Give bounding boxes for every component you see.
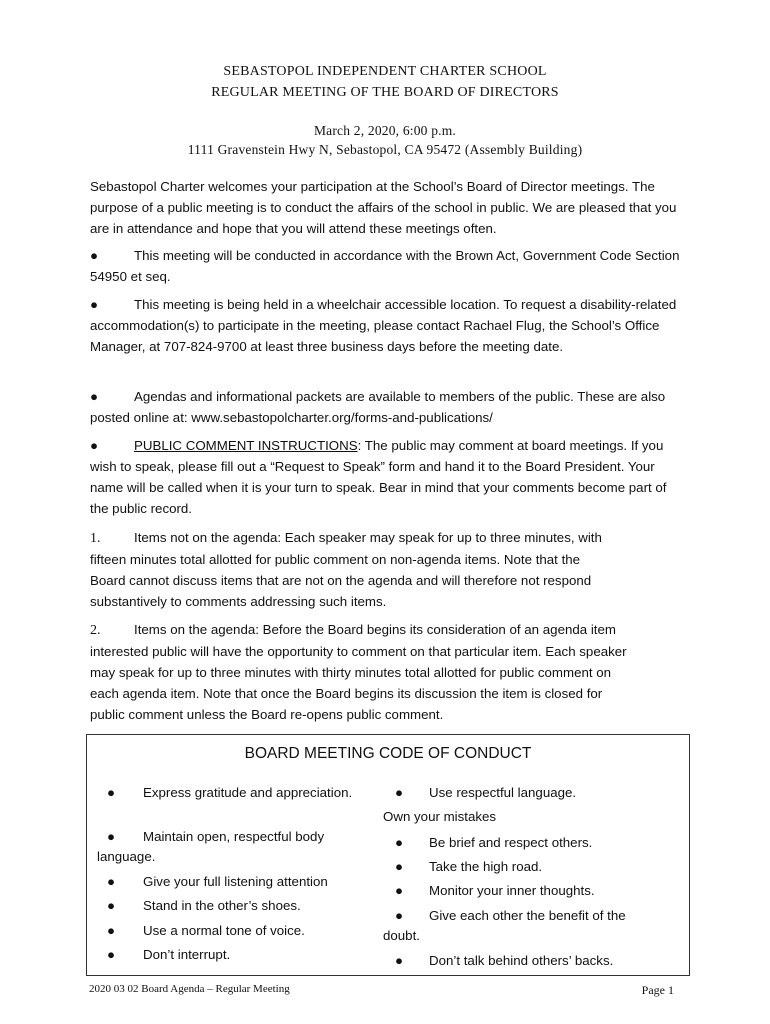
- conduct-text: Give each other the benefit of the doubt.: [383, 908, 626, 943]
- meeting-date: March 2, 2020, 6:00 p.m.: [313, 123, 457, 138]
- bullet-icon: ●: [395, 953, 404, 968]
- code-of-conduct-title: BOARD MEETING CODE OF CONDUCT: [244, 745, 532, 762]
- bullet-icon: ●: [90, 297, 99, 312]
- conduct-text: Be brief and respect others.: [429, 835, 593, 850]
- conduct-text: Use respectful language.: [429, 785, 577, 800]
- code-of-conduct-box: [86, 734, 690, 976]
- conduct-plain-item: Own your mistakes: [383, 809, 497, 824]
- conduct-left-column: [97, 783, 377, 973]
- conduct-item: [383, 857, 663, 877]
- conduct-text: Monitor your inner thoughts.: [429, 883, 595, 898]
- bullet-text: : The public may comment at board meetings. If you wish to speak, please fill out a “Request to Speak” form and hand it to the Board President. Your name will be called when it is your turn to speak. Bear in mind that your comments become part of the public record.: [90, 438, 667, 516]
- item-number: 2.: [90, 623, 101, 638]
- bullet-icon: ●: [107, 785, 116, 800]
- bullet-text: This meeting is being held in a wheelchair accessible location. To request a disability-related accommodation(s) to participate in the meeting, please contact Rachael Flug, the School’s Office Manager, at 707-824-9700 at least three business days before the meeting date.: [90, 297, 677, 354]
- conduct-text: Express gratitude and appreciation.: [143, 785, 353, 800]
- conduct-text: Don’t talk behind others’ backs.: [429, 953, 614, 968]
- conduct-item: [383, 906, 633, 946]
- bullet-brown-act: [90, 245, 680, 287]
- bullet-icon: ●: [395, 908, 404, 923]
- bullet-icon: ●: [107, 898, 116, 913]
- numbered-item-1: [90, 527, 610, 612]
- conduct-text: Use a normal tone of voice.: [143, 923, 305, 938]
- conduct-text: Stand in the other’s shoes.: [143, 898, 301, 913]
- bullet-icon: ●: [107, 874, 116, 889]
- conduct-item: [97, 945, 377, 965]
- conduct-item: [97, 921, 377, 941]
- bullet-agendas: [90, 386, 680, 428]
- bullet-icon: ●: [90, 438, 99, 453]
- bullet-icon: ●: [107, 923, 116, 938]
- bullet-icon: ●: [395, 785, 404, 800]
- intro-paragraph: Sebastopol Charter welcomes your participation at the School’s Board of Director meetings. The purpose of a public meeting is to conduct the affairs of the school in public. We are pleased that you are in attendance and hope that you will attend these meetings often.: [90, 179, 677, 236]
- conduct-item: [97, 783, 377, 803]
- bullet-public-comment: [90, 435, 680, 519]
- conduct-right-column: [383, 783, 673, 973]
- conduct-item: [383, 783, 633, 803]
- footer-document-title: 2020 03 02 Board Agenda – Regular Meeting: [89, 983, 290, 995]
- bullet-text: Agendas and informational packets are available to members of the public. These are also posted online at: www.sebastopolcharter.org/forms-and-publications/: [90, 389, 666, 425]
- conduct-text: Maintain open, respectful body language.: [97, 829, 325, 864]
- item-text: Items not on the agenda: Each speaker may speak for up to three minutes, with fifteen minutes total allotted for public comment on non-agenda items. Note that the Board cannot discuss items that are not on the agenda and will therefore not respond substantively to comments addressing such items.: [90, 530, 602, 609]
- conduct-item: [97, 896, 377, 916]
- item-text: Items on the agenda: Before the Board begins its consideration of an agenda item interested public will have the opportunity to comment on that particular item. Each speaker may speak for up to three minutes with thirty minutes total allotted for public comment on each agenda item. Note that once the Board begins its discussion the item is closed for public comment unless the Board re-opens public comment.: [90, 622, 627, 722]
- bullet-accessibility: [90, 294, 680, 357]
- meeting-title: REGULAR MEETING OF THE BOARD OF DIRECTORS: [211, 85, 559, 100]
- bullet-icon: ●: [107, 829, 116, 844]
- conduct-item: [383, 881, 663, 901]
- bullet-icon: ●: [395, 835, 404, 850]
- school-name: SEBASTOPOL INDEPENDENT CHARTER SCHOOL: [223, 64, 547, 79]
- meeting-address: 1111 Gravenstein Hwy N, Sebastopol, CA 95472 (Assembly Building): [187, 142, 583, 157]
- bullet-icon: ●: [395, 883, 404, 898]
- conduct-text: Take the high road.: [429, 859, 543, 874]
- public-comment-heading: PUBLIC COMMENT INSTRUCTIONS: [134, 438, 358, 453]
- conduct-item: [97, 827, 377, 867]
- bullet-icon: ●: [395, 859, 404, 874]
- numbered-item-2: [90, 619, 630, 725]
- conduct-item: [383, 951, 663, 971]
- conduct-item: [383, 833, 663, 853]
- bullet-icon: ●: [107, 947, 116, 962]
- bullet-text: This meeting will be conducted in accordance with the Brown Act, Government Code Section 54950 et seq.: [90, 248, 680, 284]
- footer-page-number: Page 1: [641, 983, 674, 997]
- bullet-icon: ●: [90, 389, 99, 404]
- item-number: 1.: [90, 531, 101, 546]
- bullet-icon: ●: [90, 248, 99, 263]
- conduct-text: Give your full listening attention: [143, 874, 328, 889]
- conduct-text: Don’t interrupt.: [143, 947, 231, 962]
- conduct-item: [97, 872, 377, 892]
